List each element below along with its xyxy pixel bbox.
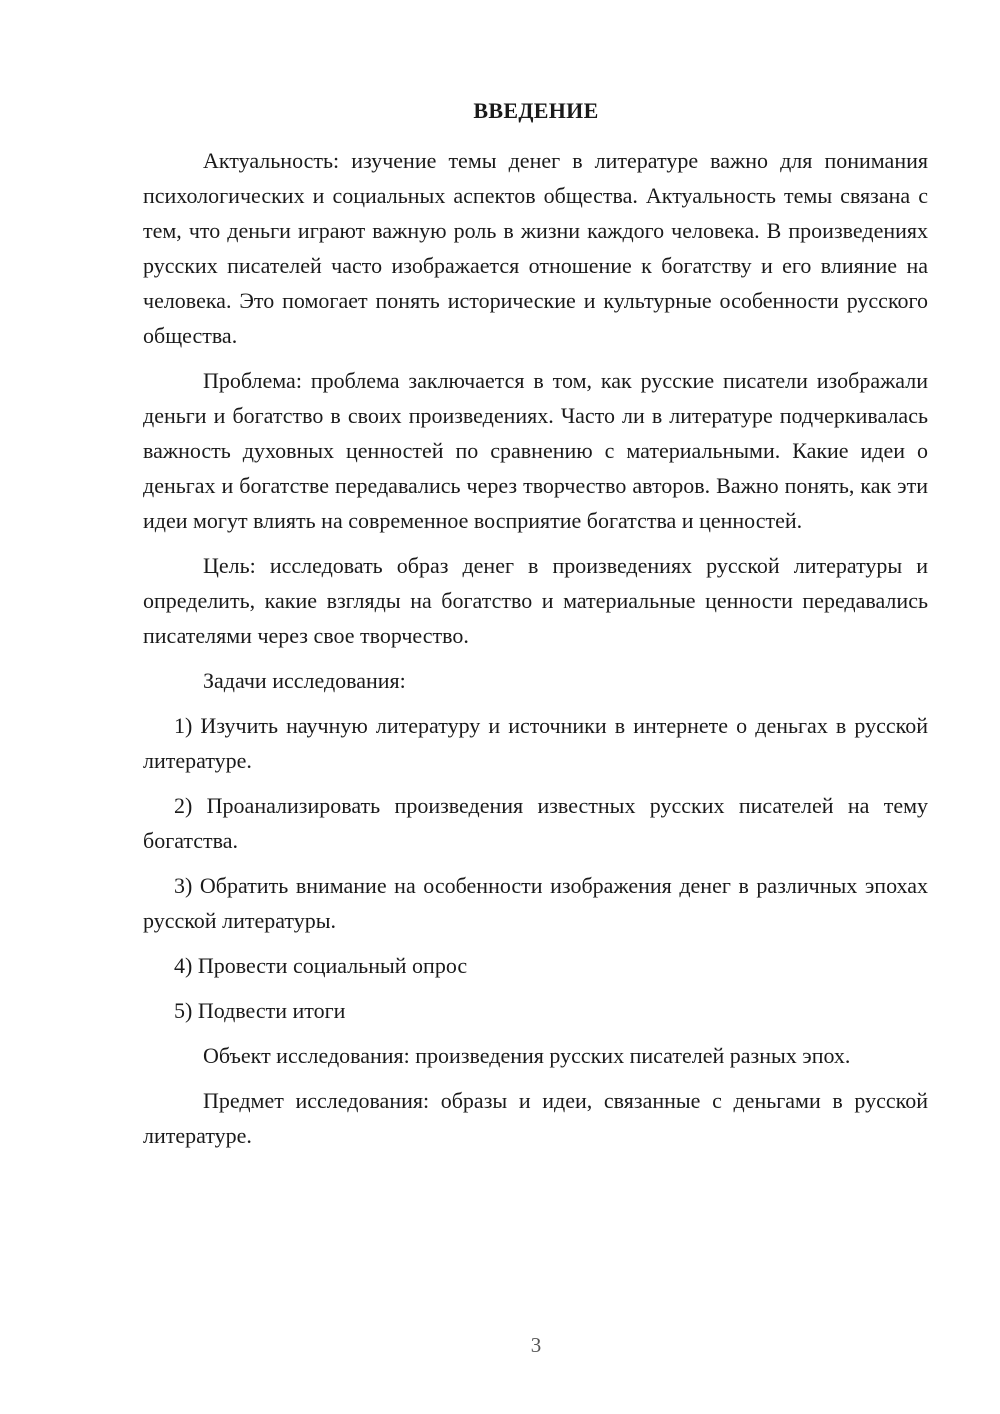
page-body bbox=[143, 143, 928, 1163]
task-item-1: 1) Изучить научную литературу и источники в интернете о деньгах в русской литературе. bbox=[143, 713, 928, 773]
task-item-4: 4) Провести социальный опрос bbox=[174, 953, 468, 978]
tasks-heading: Задачи исследования: bbox=[203, 668, 406, 693]
relevance-paragraph: Актуальность: изучение темы денег в литературе важно для понимания психологических и социальных аспектов общества. Актуальность темы связана с тем, что деньги играют важную роль в жизни каждого человека. В произведениях русских писателей часто изображается отношение к богатству и его влияние на человека. Это помогает понять исторические и культурные особенности русского общества. bbox=[143, 148, 928, 348]
subject-paragraph: Предмет исследования: образы и идеи, связанные с деньгами в русской литературе. bbox=[143, 1088, 928, 1148]
object-paragraph: Объект исследования: произведения русских писателей разных эпох. bbox=[203, 1043, 851, 1068]
task-item-3: 3) Обратить внимание на особенности изображения денег в различных эпохах русской литературы. bbox=[143, 873, 928, 933]
problem-paragraph: Проблема: проблема заключается в том, как русские писатели изображали деньги и богатство в своих произведениях. Часто ли в литературе подчеркивалась важность духовных ценностей по сравнению с материальными. Какие идеи о деньгах и богатстве передавались через творчество авторов. Важно понять, как эти идеи могут влиять на современное восприятие богатства и ценностей. bbox=[143, 368, 928, 533]
section-title: ВВЕДЕНИЕ bbox=[473, 98, 599, 123]
page-number: 3 bbox=[530, 1333, 542, 1357]
task-item-2: 2) Проанализировать произведения известных русских писателей на тему богатства. bbox=[143, 793, 928, 853]
task-item-5: 5) Подвести итоги bbox=[174, 998, 346, 1023]
goal-paragraph: Цель: исследовать образ денег в произведениях русской литературы и определить, какие взгляды на богатство и материальные ценности передавались писателями через свое творчество. bbox=[143, 553, 928, 648]
